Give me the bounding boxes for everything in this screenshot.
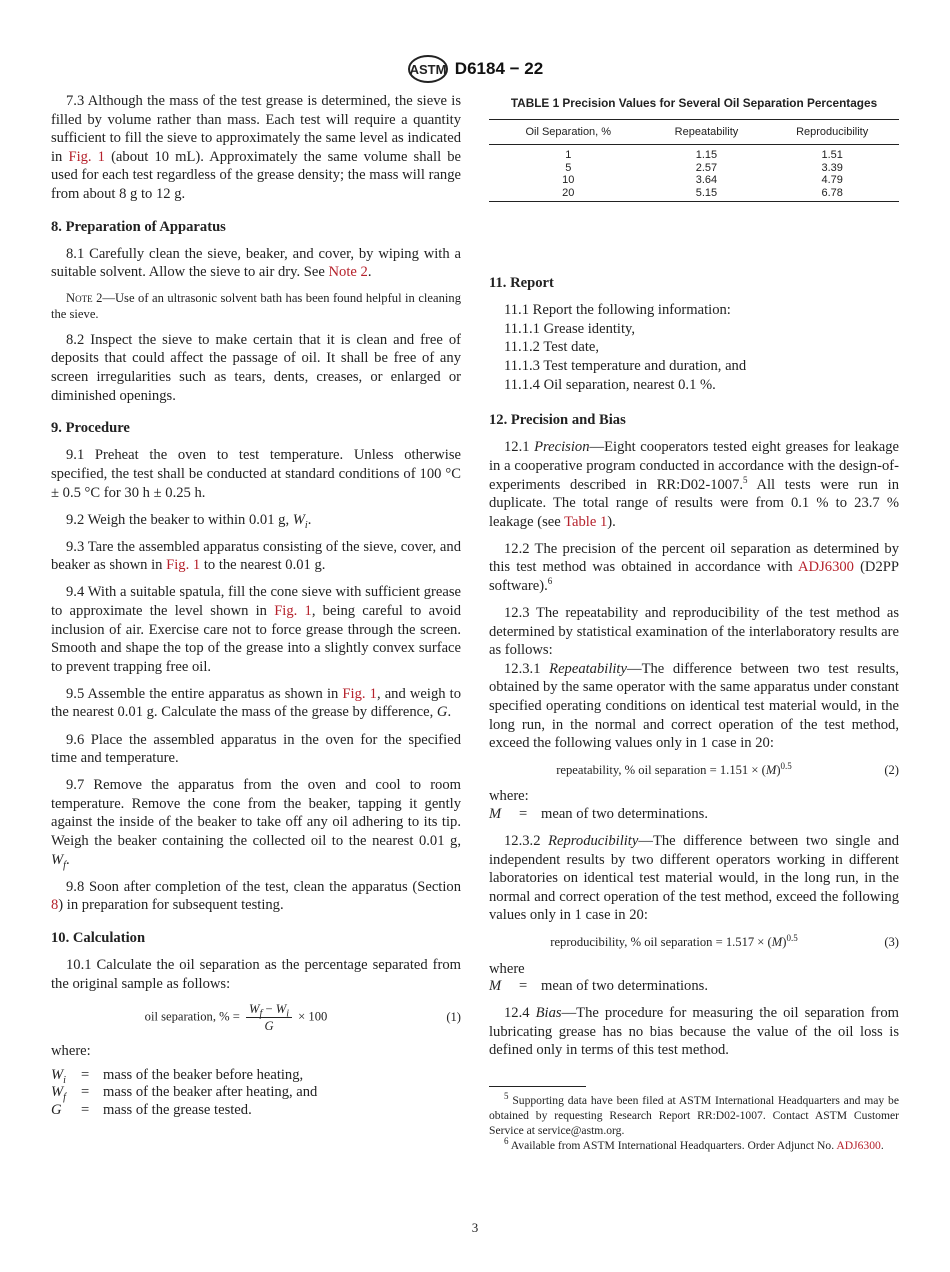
equation-1: oil separation, % = $\frac{W_f - W_i}{G}$ × 100 (1) (144, 1002, 461, 1034)
fig1-link[interactable]: Fig. 1 (274, 602, 312, 619)
note-2: Note 2—Use of an ultrasonic solvent bath has been found helpful in cleaning the sieve. (51, 291, 461, 322)
para-9-4: 9.4 With a suitable spatula, fill the cone sieve with sufficient grease to approximate the level shown in Fig. 1, being careful to avoid inclusion of air. Exercise care not to force grease through the screen. Smooth and shape the top of the grease into a slightly convex surface to prevent trapping free oil. (51, 584, 461, 675)
where-label: where (489, 960, 525, 977)
variable-row: M = mean of two determinations. (489, 978, 708, 995)
page-header (0, 52, 950, 86)
document-id: D6184 − 22 (454, 59, 544, 78)
variable-row: $W_i$ = mass of the beaker before heating, (51, 1066, 304, 1086)
para-8-1: 8.1 Carefully clean the sieve, beaker, and cover, by wiping with a suitable solvent. Allow the sieve to air dry. See Note 2. (51, 245, 461, 281)
fig1-link[interactable]: Fig. 1 (342, 685, 377, 702)
table-1-title: TABLE 1 Precision Values for Several Oil Separation Percentages (510, 96, 878, 110)
table-header-row: Oil Separation, % Repeatability Reproducibility (489, 119, 899, 145)
section-11-heading: 11. Report (489, 275, 554, 292)
footnote-divider (489, 1086, 586, 1087)
para-8-2: 8.2 Inspect the sieve to make certain that it is clean and free of deposits that could affect the passage of oil. It shall be free of any screen irregularities such as tears, dents, creases, or enlarged or diminished openings. (51, 331, 461, 404)
para-9-5: 9.5 Assemble the entire apparatus as shown in Fig. 1, and weigh to the nearest 0.01 g. Calculate the mass of the grease by difference, G. (51, 685, 462, 721)
para-12-1: 12.1 Precision—Eight cooperators tested eight greases for leakage in a cooperative program conducted in accordance with the design-of-experiments described in RR:D02-1007.$^5$ All tests were run in duplicate. The total range of results were from 0.1 % to 23.7 % leakage (see Table 1). (489, 439, 900, 530)
variable-row: G = mass of the grease tested. (51, 1101, 252, 1118)
para-9-8: 9.8 Soon after completion of the test, clean the apparatus (Section 8) in preparation for subsequent testing. (51, 878, 461, 914)
page-number: 3 (471, 1220, 479, 1235)
adj6300-link[interactable]: ADJ6300 (836, 1138, 881, 1152)
para-9-3: 9.3 Tare the assembled apparatus consisting of the sieve, cover, and beaker as shown in Fig. 1 to the nearest 0.01 g. (51, 538, 461, 574)
para-9-6: 9.6 Place the assembled apparatus in the oven for the specified time and temperature. (51, 731, 461, 767)
para-12-2: 12.2 The precision of the percent oil separation as determined by this test method was obtained in accordance with ADJ6300 (D2PP software).$^6$ (489, 540, 900, 594)
footnote-6: $^6$ Available from ASTM International Headquarters. Order Adjunct No. ADJ6300. (504, 1136, 884, 1152)
note2-link[interactable]: Note 2 (328, 264, 368, 281)
fig1-link[interactable]: Fig. 1 (68, 148, 105, 165)
para-9-2: 9.2 Weigh the beaker to within 0.01 g, $W_i$. (66, 511, 312, 531)
report-list: 11.1 Report the following information: 11.1.1 Grease identity, 11.1.2 Test date, 11.1.3 Test temperature and duration, and 11.1.4 Oil separation, nearest 0.1 %. (504, 302, 747, 393)
right-column (489, 92, 899, 1153)
table-row: 10 3.64 4.79 (562, 174, 843, 187)
equation-number: (1) (446, 1010, 461, 1025)
astm-logo-icon (407, 54, 449, 84)
footnote-5: $^5$ Supporting data have been filed at ASTM International Headquarters and may be obtained by requesting Research Report RR:D02-1007. Contact ASTM Customer Service at service@astm.org. (489, 1091, 899, 1137)
where-label: where: (51, 1043, 91, 1060)
para-7-3: 7.3 Although the mass of the test grease is determined, the sieve is filled by volume rather than mass. Each test will require a quantity sufficient to fill the sieve to approximately the same level as indicated in Fig. 1 (about 10 mL). Approximately the same volume shall be used for each test regardless of the grease density; the mass will range from about 8 g to 12 g. (51, 93, 461, 202)
equation-3: reproducibility, % oil separation = $1.517 \times (M)^{0.5}$ (3) (489, 933, 899, 952)
equation-number: (2) (884, 762, 899, 777)
section-10-heading: 10. Calculation (51, 929, 146, 946)
fig1-link[interactable]: Fig. 1 (166, 557, 201, 574)
table1-link[interactable]: Table 1 (564, 513, 608, 530)
para-9-1: 9.1 Preheat the oven to test temperature. Unless otherwise specified, the test shall be conducted at standard conditions of 100 °C ± 0.5 °C for 30 h ± 0.25 h. (51, 447, 461, 501)
section-8-link[interactable]: 8 (51, 897, 59, 914)
section-8-heading: 8. Preparation of Apparatus (51, 218, 226, 235)
precision-table (489, 119, 899, 203)
svg-text:ASTM: ASTM (409, 62, 447, 77)
table-row: 5 2.57 3.39 (565, 161, 843, 174)
left-column (51, 92, 461, 1119)
para-12-4: 12.4 Bias—The procedure for measuring the oil separation from lubricating grease has no bias because the value of the oil loss is defined only in terms of this test method. (489, 1005, 900, 1059)
section-9-heading: 9. Procedure (51, 420, 130, 437)
section-12-heading: 12. Precision and Bias (489, 412, 626, 429)
table-row: 1 1.15 1.51 (565, 149, 843, 162)
variable-row: M = mean of two determinations. (489, 806, 708, 823)
para-9-7: 9.7 Remove the apparatus from the oven and cool to room temperature. Remove the cone from the beaker, tapping it gently against the inside of the beaker to take off any oil adhering to its tip. Weigh the beaker containing the collected oil to the nearest 0.01 g, $W_f$. (51, 777, 461, 871)
variable-row: $W_f$ = mass of the beaker after heating, and (51, 1084, 318, 1104)
variable-list (51, 1067, 461, 1120)
equation-number: (3) (884, 935, 899, 949)
para-12-3-1: 12.3.1 Repeatability—The difference between two test results, obtained by the same operator with the same apparatus under constant specified operating conditions on identical test material would, in the long run, in the normal and correct operation of the test method, exceed the following values only in 1 case in 20: (489, 660, 899, 752)
para-12-3: 12.3 The repeatability and reproducibility of the test method as determined by statistical examination of the interlaboratory results are as follows: (489, 605, 899, 659)
adj6300-link[interactable]: ADJ6300 (798, 559, 854, 576)
table-row: 20 5.15 6.78 (489, 187, 899, 202)
where-label: where: (489, 788, 529, 805)
para-10-1: 10.1 Calculate the oil separation as the percentage separated from the original sample as follows: (51, 956, 461, 992)
para-12-3-2: 12.3.2 Reproducibility—The difference between two single and independent results by two different operators working in different laboratories on identical test material would, in the long run, in the normal and correct operation of the test method, exceed the following values only in 1 case in 20: (489, 833, 899, 924)
equation-2: repeatability, % oil separation = $1.151 \times (M)^{0.5}$ (2) (489, 761, 899, 780)
